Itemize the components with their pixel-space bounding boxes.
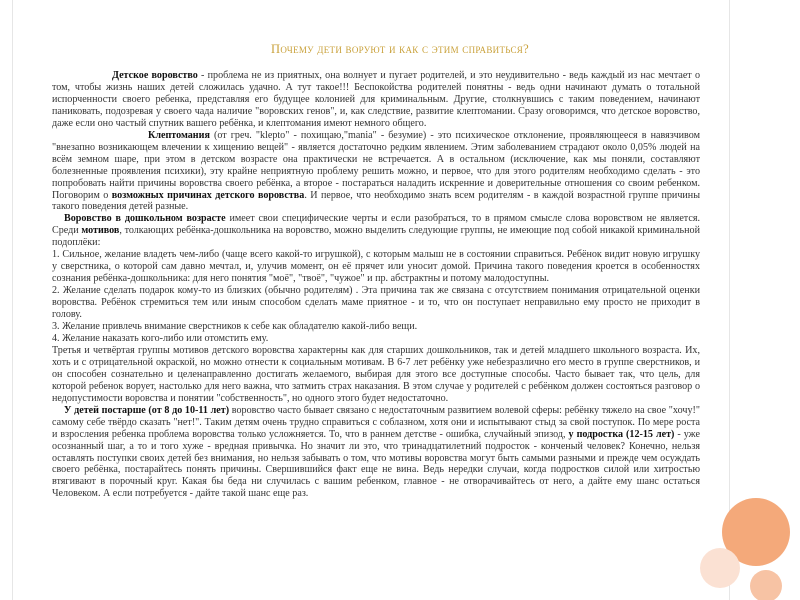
text-run: 4. Желание наказать кого-либо или отомстить ему. xyxy=(52,332,269,344)
text-run: - уже осознанный шаг, а то и того хуже - вредная привычка. Но значит ли это, что тринадцатилетний подросток - конченый человек? Конечно, нельзя оставлять поступки своих детей без внимания, но нельзя забывать о том, что мотивы воровства могут быть самыми разными и прежде чем осуждать своего ребёнка, постарайтесь понять причины. Свершившийся факт еще не вина. Ведь нередки случаи, когда подростков силой или хитростью втягивают в порочный круг. Какая бы беда ни случилась с вашим ребенком, главное - не отворачивайтесь от него, а дайте ему шанс остаться Человеком. А если потребуется - дайте такой шанс еще раз. xyxy=(52,428,700,500)
paragraph-intro xyxy=(52,70,700,130)
list-item-4 xyxy=(52,333,700,345)
decor-circle-light xyxy=(700,548,740,588)
text-run: Третья и четвёртая группы мотивов детского воровства характерны как для старших дошкольников, так и детей младшего школьного возраста. Их, хоть и с отрицательной окраской, но можно отнести к социальным мотивам. В 6-7 лет ребёнку уже небезразлично его место в группе сверстников, и он способен сознательно и целенаправленно достигать желаемого, выбирая для этого все доступные способы. Часто бывает так, что цель, для которой ребенок ворует, настолько для него важна, что затмить страх наказания. В этом случае у родителей с ребёнком должен состояться разговор о недопустимости воровства и понятии "собственность", но одного этого будет недостаточно. xyxy=(52,344,700,404)
text-run: воровство часто бывает связано с недостаточным развитием волевой сферы: ребёнку тяжело на свое "хочу!" самому себе твёрдо сказать "нет!". Таким детям очень трудно справиться с соблазном, хотя они и испытывают стыд за свой поступок. По мере роста и взросления ребенка проблема воровства только усложняется. То, что в раннем детстве - ошибка, случайный эпизод, xyxy=(52,404,700,440)
bold-phrase: У детей постарше (от 8 до 10-11 лет) xyxy=(64,404,230,416)
paragraph-kleptomania xyxy=(52,130,700,214)
paragraph-older-children xyxy=(52,405,700,501)
page-title: Почему дети воруют и как с этим справиться? xyxy=(271,42,529,56)
decor-circle-small xyxy=(750,570,782,600)
bold-phrase: возможных причинах детского воровства xyxy=(111,189,305,201)
text-run: 1. Сильное, желание владеть чем-либо (чаще всего какой-то игрушкой), с которым малыш не в состоянии справиться. Ребёнок видит новую игрушку у сверстника, о которой сам давно мечтал, и, улучив момент, он её прячет или уносит домой. Причина такого поведения кроется в особенностях сознания ребёнка-дошкольника: для него понятия "моё", "твоё", "чужое" и пр. абстрактны и потому малодоступны. xyxy=(52,249,700,285)
text-run: имеет свои специфические черты и если разобраться, то в прямом смысле слова воровством не является. Среди xyxy=(52,213,700,237)
text-run: (от греч. "klepto" - похищаю,"mania" - безумие) - это психическое отклонение, проявляющееся в навязчивом "внезапно возникающем влечении к хищению вещей" - является достаточно редким явлением. Этим заболеванием страдают около 0,05% людей на всём земном шаре, при этом в детском возрасте она практически не встречается. А в остальном (исключение, как мы поняли, составляют болезненные проявления психики), эту крайне неприятную проблему решить можно, и первое, что для этого родителям необходимо сделать - это попробовать найти причины воровства своего ребёнка, а второе - постараться наладить искренние и доверительные отношения со своим ребенком. Поговорим о xyxy=(52,129,700,201)
text-run: . И первое, что необходимо знать всем родителям - в каждой возрастной группе причины такого поведения детей разные. xyxy=(52,189,700,213)
bold-phrase: мотивов xyxy=(81,225,120,237)
text-run: , толкающих ребёнка-дошкольника на воровство, можно выделить следующие группы, не имеющие под собой никакой криминальной подоплёки: xyxy=(52,225,700,249)
list-item-2 xyxy=(52,285,700,321)
list-item-1 xyxy=(52,249,700,285)
bold-phrase: Клептомания xyxy=(148,129,210,141)
text-run: 2. Желание сделать подарок кому-то из близких (обычно родителям) . Эта причина так же связана с отсутствием понимания отрицательной оценки воровства. Ребёнок стремиться тем или иным способом сделать маме приятное - и то, что он поступает неправильно ему просто не приходит в голову. xyxy=(52,285,700,321)
list-item-3 xyxy=(52,321,700,333)
bold-phrase: Воровство в дошкольном возрасте xyxy=(64,213,226,225)
paragraph-social-motives xyxy=(52,345,700,405)
bold-phrase: Детское воровство xyxy=(112,70,198,81)
text-run: - проблема не из приятных, она волнует и пугает родителей, и это неудивительно - ведь каждый из нас мечтает о том, чтобы жизнь наших детей сложилась удачно. А тут такое!!! Беспокойства родителей понятны - ведь одни начинают думать о тотальной испорченности своего ребенка, представляя его будущее колонией для криминальным. Другие, столкнувшись с таким поведением, начинают паниковать, подозревая у своего чада наличие "воровских генов", и, как следствие, развитие клептомании. Сразу оговоримся, что детское воровство, даже если оно частый спутник вашего ребёнка, и клептомания имеют немного общего. xyxy=(52,70,700,129)
paragraph-preschool xyxy=(52,213,700,249)
text-run: 3. Желание привлечь внимание сверстников к себе как обладателю какой-либо вещи. xyxy=(52,321,418,333)
bold-phrase: у подростка (12-15 лет) xyxy=(568,428,675,440)
article-body xyxy=(52,70,700,500)
